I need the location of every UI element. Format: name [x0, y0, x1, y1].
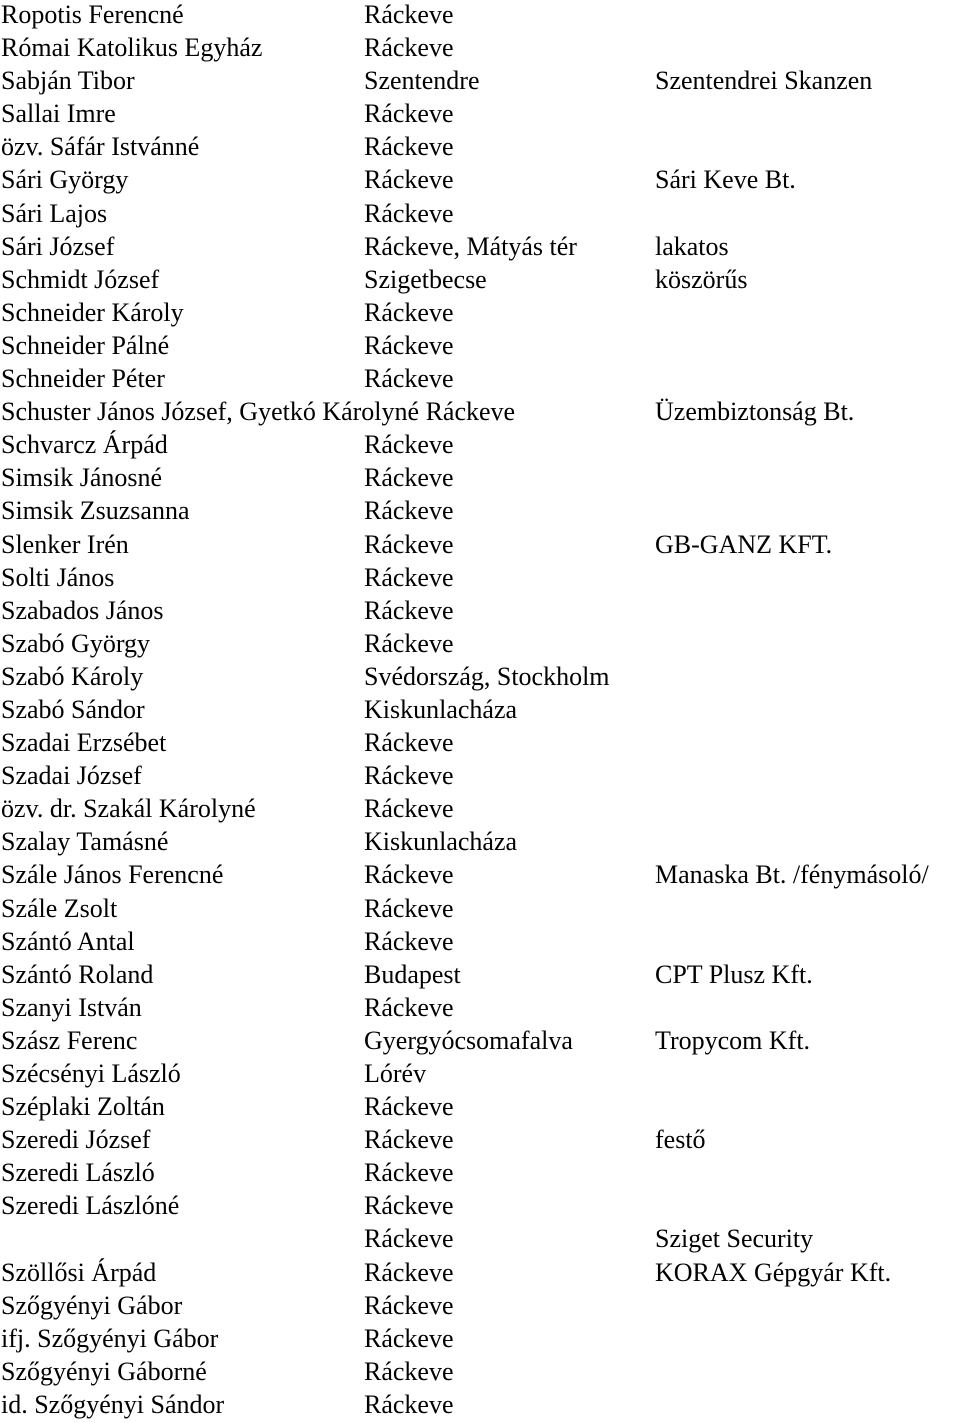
place-name: Ráckeve, Mátyás tér [364, 231, 577, 261]
person-name: Szöllősi Árpád [1, 1257, 157, 1287]
place-name: Ráckeve [364, 198, 454, 228]
list-item [0, 132, 960, 165]
place-name: Ráckeve [364, 430, 454, 460]
person-name: Sári József [1, 231, 115, 261]
place-name: Ráckeve [364, 1191, 454, 1221]
person-name: Szőgyényi Gábor [1, 1290, 183, 1320]
person-name: Schuster János József, Gyetkó Károlyné Ráckeve [1, 397, 516, 427]
list-item [0, 1258, 960, 1291]
place-name: Ráckeve [364, 794, 454, 824]
place-name: Ráckeve [364, 562, 454, 592]
person-name: Szalay Tamásné [1, 827, 169, 857]
person-name: Szabados János [1, 595, 164, 625]
person-name: Schmidt József [1, 264, 160, 294]
person-name: Solti János [1, 562, 115, 592]
list-item [0, 629, 960, 662]
list-item [0, 662, 960, 695]
list-item [0, 1390, 960, 1423]
place-name: Ráckeve [364, 860, 454, 890]
person-name: Szanyi István [1, 992, 142, 1022]
place-name: Ráckeve [364, 1092, 454, 1122]
person-name: Római Katolikus Egyház [1, 33, 263, 63]
place-name: Ráckeve [364, 463, 454, 493]
person-name: Szeredi József [1, 1125, 151, 1155]
note-text: KORAX Gépgyár Kft. [655, 1257, 892, 1287]
place-name: Ráckeve [364, 1125, 454, 1155]
list-item [0, 695, 960, 728]
person-name: Slenker Irén [1, 529, 129, 559]
person-name: Szále János Ferencné [1, 860, 224, 890]
place-name: Svédország, Stockholm [364, 661, 610, 691]
list-item [0, 331, 960, 364]
note-text: Üzembiztonság Bt. [655, 397, 855, 427]
note-text: Tropycom Kft. [655, 1025, 811, 1055]
person-name: Sallai Imre [1, 99, 116, 129]
note-text: köszörűs [655, 264, 748, 294]
place-name: Ráckeve [364, 297, 454, 327]
list-item [0, 1026, 960, 1059]
person-name: Szále Zsolt [1, 893, 118, 923]
person-name: Szántó Roland [1, 959, 154, 989]
person-name: Szabó Sándor [1, 694, 145, 724]
person-name: Sári György [1, 165, 129, 195]
list-item [0, 265, 960, 298]
list-item [0, 1158, 960, 1191]
list-item [0, 99, 960, 132]
person-name: özv. dr. Szakál Károlyné [1, 794, 256, 824]
list-item [0, 1324, 960, 1357]
person-name: Schneider Pálné [1, 330, 170, 360]
list-item [0, 496, 960, 529]
place-name: Ráckeve [364, 595, 454, 625]
list-item [0, 165, 960, 198]
person-name: ifj. Szőgyényi Gábor [1, 1323, 219, 1353]
note-text: Manaska Bt. /fénymásoló/ [655, 860, 929, 890]
list-item [0, 794, 960, 827]
list-item [0, 1224, 960, 1257]
list-item [0, 728, 960, 761]
place-name: Ráckeve [364, 0, 454, 29]
list-item [0, 860, 960, 893]
place-name: Ráckeve [364, 33, 454, 63]
list-item [0, 894, 960, 927]
person-name: Simsik Zsuzsanna [1, 496, 190, 526]
list-item [0, 993, 960, 1026]
person-name: Széplaki Zoltán [1, 1092, 165, 1122]
place-name: Ráckeve [364, 761, 454, 791]
place-name: Budapest [364, 959, 461, 989]
place-name: Ráckeve [364, 628, 454, 658]
person-name: özv. Sáfár Istvánné [1, 132, 200, 162]
person-name: Szántó Antal [1, 926, 135, 956]
place-name: Ráckeve [364, 992, 454, 1022]
person-name: Szabó György [1, 628, 151, 658]
person-name: Ropotis Ferencné [1, 0, 184, 29]
place-name: Ráckeve [364, 1224, 454, 1254]
list-item [0, 563, 960, 596]
place-name: Ráckeve [364, 165, 454, 195]
list-item [0, 1191, 960, 1224]
person-name: id. Szőgyényi Sándor [1, 1389, 225, 1419]
person-name: Schneider Károly [1, 297, 184, 327]
person-name: Schvarcz Árpád [1, 430, 168, 460]
list-item [0, 530, 960, 563]
place-name: Kiskunlacháza [364, 827, 518, 857]
place-name: Ráckeve [364, 330, 454, 360]
list-item [0, 232, 960, 265]
list-item [0, 1092, 960, 1125]
list-item [0, 0, 960, 33]
list-item [0, 827, 960, 860]
place-name: Ráckeve [364, 1356, 454, 1386]
person-name: Simsik Jánosné [1, 463, 163, 493]
place-name: Ráckeve [364, 728, 454, 758]
note-text: Sziget Security [655, 1224, 814, 1254]
person-name: Szeredi Lászlóné [1, 1191, 180, 1221]
person-name: Szabó Károly [1, 661, 144, 691]
person-name: Szász Ferenc [1, 1025, 138, 1055]
person-name: Szeredi László [1, 1158, 155, 1188]
person-name: Szécsényi László [1, 1059, 181, 1088]
list-item [0, 33, 960, 66]
person-name: Szadai József [1, 761, 142, 791]
person-name: Szadai Erzsébet [1, 728, 167, 758]
place-name: Ráckeve [364, 529, 454, 559]
place-name: Gyergyócsomafalva [364, 1025, 573, 1055]
list-item [0, 960, 960, 993]
note-text: GB-GANZ KFT. [655, 529, 833, 559]
list-item [0, 1125, 960, 1158]
place-name: Ráckeve [364, 99, 454, 129]
note-text: Szentendrei Skanzen [655, 66, 873, 96]
person-name: Schneider Péter [1, 364, 165, 394]
place-name: Ráckeve [364, 1158, 454, 1188]
list-item [0, 463, 960, 496]
list-item [0, 66, 960, 99]
place-name: Ráckeve [364, 132, 454, 162]
place-name: Ráckeve [364, 364, 454, 394]
note-text: CPT Plusz Kft. [655, 959, 813, 989]
place-name: Ráckeve [364, 496, 454, 526]
note-text: Sári Keve Bt. [655, 165, 796, 195]
list-item [0, 596, 960, 629]
list-item [0, 1357, 960, 1390]
place-name: Szigetbecse [364, 264, 487, 294]
place-name: Lórév [364, 1059, 427, 1088]
place-name: Ráckeve [364, 1389, 454, 1419]
person-name: Sabján Tibor [1, 66, 135, 96]
place-name: Szentendre [364, 66, 480, 96]
place-name: Kiskunlacháza [364, 694, 518, 724]
person-name: Szőgyényi Gáborné [1, 1356, 207, 1386]
place-name: Ráckeve [364, 1323, 454, 1353]
place-name: Ráckeve [364, 1257, 454, 1287]
person-name: Sári Lajos [1, 198, 108, 228]
list-item [0, 199, 960, 232]
list-item [0, 761, 960, 794]
list-item [0, 298, 960, 331]
place-name: Ráckeve [364, 1290, 454, 1320]
list-item [0, 927, 960, 960]
list-item [0, 1291, 960, 1324]
list-item [0, 1059, 960, 1092]
place-name: Ráckeve [364, 926, 454, 956]
list-item [0, 430, 960, 463]
list-item [0, 364, 960, 397]
note-text: festő [655, 1125, 706, 1155]
note-text: lakatos [655, 231, 729, 261]
place-name: Ráckeve [364, 893, 454, 923]
list-item [0, 397, 960, 430]
